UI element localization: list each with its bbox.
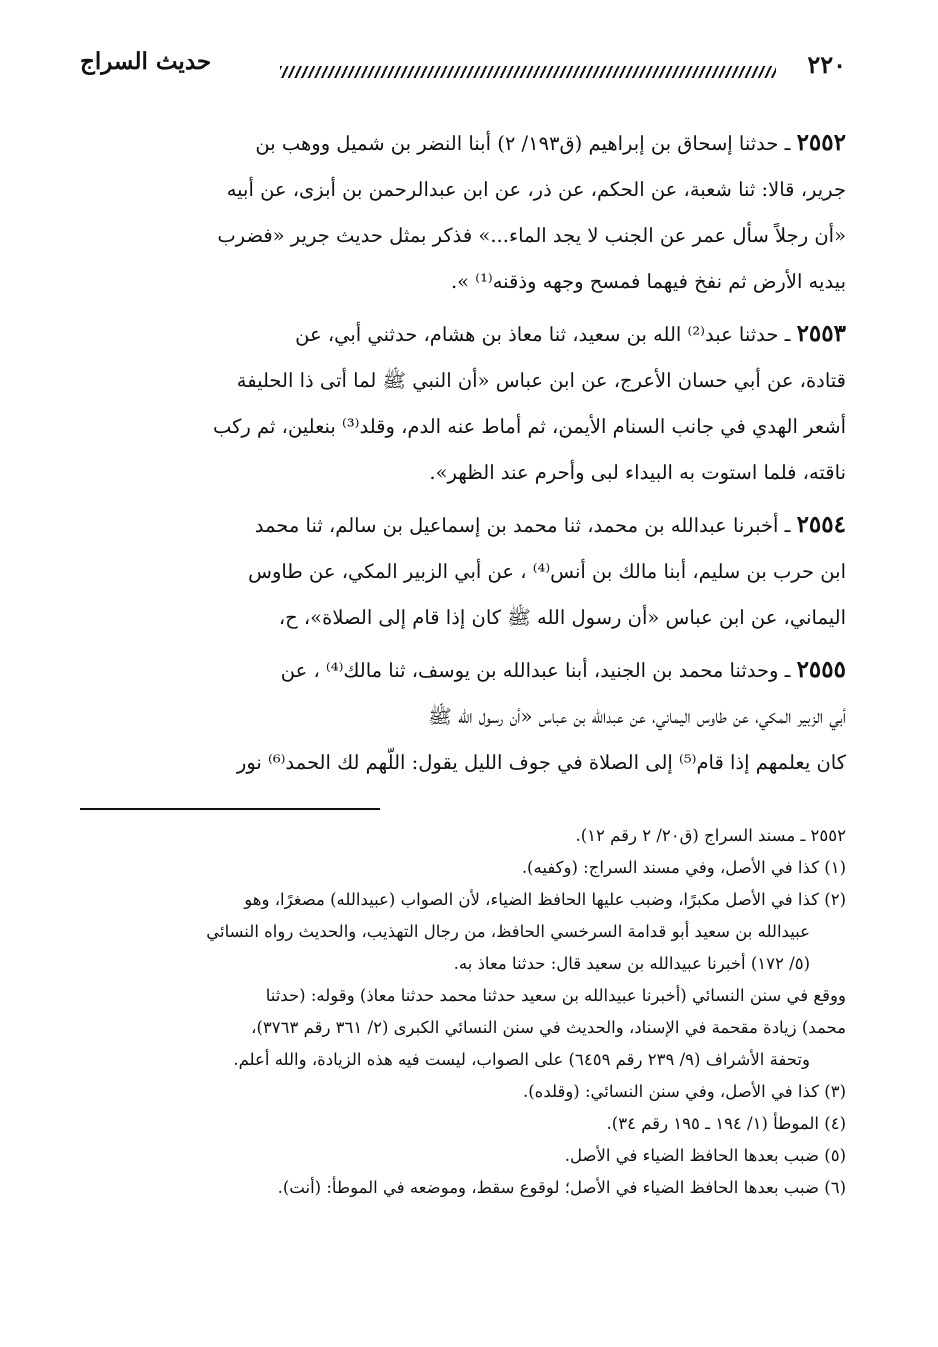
- footnote-line: (٢) كذا في الأصل مكبرًا، وضبب عليها الحافظ الضياء، لأن الصواب (عبيدالله) مصغرًا، وهو: [244, 890, 846, 909]
- hadith-line: [80, 502, 846, 549]
- hadith-text: ـ حدثنا إسحاق بن إبراهيم (ق١٩٣/ ٢) أبنا النضر بن شميل ووهب بن: [255, 132, 791, 155]
- hadith-line: قتادة، عن أبي حسان الأعرج، عن ابن عباس «أن النبي ﷺ لما أتى ذا الحليفة: [236, 369, 846, 392]
- footnote-line: وتحفة الأشراف (٩/ ٢٣٩ رقم ٦٤٥٩) على الصواب، ليست فيه هذه الزيادة، والله أعلم.: [233, 1050, 810, 1069]
- running-title: حديث السراج: [80, 48, 212, 75]
- hadith-line: جرير، قالا: ثنا شعبة، عن الحكم، عن ذر، عن ابن عبدالرحمن بن أبزى، عن أبيه: [226, 178, 846, 201]
- footnote-line: (٦) ضبب بعدها الحافظ الضياء في الأصل؛ لوقوع سقط، وموضعه في الموطأ: (أنت).: [277, 1178, 846, 1197]
- hadith-text: ـ حدثنا عبد⁽²⁾ الله بن سعيد، ثنا معاذ بن هشام، حدثني أبي، عن: [295, 323, 791, 346]
- hadith-entry: [80, 120, 846, 305]
- hadith-entry: [80, 502, 846, 641]
- hadith-line: [80, 120, 846, 167]
- hadith-line: كان يعلمهم إذا قام⁽⁵⁾ إلى الصلاة في جوف الليل يقول: اللّهم لك الحمد⁽⁶⁾ نور: [236, 751, 846, 774]
- hadith-line: ناقته، فلما استوت به البيداء لبى وأحرم عند الظهر».: [429, 461, 846, 484]
- footnote-line: ووقع في سنن النسائي (أخبرنا عبيدالله بن سعيد حدثنا محمد حدثنا معاذ) وقوله: (حدثنا: [265, 986, 846, 1005]
- hadith-number: ٢٥٥٣: [796, 320, 846, 347]
- hadith-line: بيديه الأرض ثم نفخ فيهما فمسح وجهه وذقنه⁽¹⁾ ».: [450, 270, 846, 293]
- hadith-number: ٢٥٥٥: [796, 656, 846, 683]
- footnote-separator: [80, 808, 380, 810]
- footnote-line: (٥) ضبب بعدها الحافظ الضياء في الأصل.: [564, 1146, 846, 1165]
- footnote-line: (٤) الموطأ (١/ ١٩٤ ـ ١٩٥ رقم ٣٤).: [606, 1114, 846, 1133]
- footnote-line: (٣) كذا في الأصل، وفي سنن النسائي: (وقلده).: [523, 1082, 846, 1101]
- hadith-line: ابن حرب بن سليم، أبنا مالك بن أنس⁽⁴⁾ ، عن أبي الزبير المكي، عن طاوس: [248, 560, 846, 583]
- header-rule: [280, 66, 776, 78]
- hadith-line: أبي الزبير المكي، عن طاوس اليماني، عن عبدالله بن عباس «أن رسول الله ﷺ: [428, 705, 846, 728]
- hadith-line: «أن رجلاً سأل عمر عن الجنب لا يجد الماء...» فذكر بمثل حديث جرير «فضرب: [217, 224, 846, 247]
- hadith-number: ٢٥٥٢: [796, 129, 846, 156]
- footnote-line: عبيدالله بن سعيد أبو قدامة السرخسي الحافظ، من رجال التهذيب، والحديث رواه النسائي: [206, 922, 810, 941]
- footnotes: [80, 820, 846, 1204]
- hadith-text: ـ أخبرنا عبدالله بن محمد، ثنا محمد بن إسماعيل بن سالم، ثنا محمد: [254, 514, 791, 537]
- hadith-entry: [80, 647, 846, 786]
- hadith-text: ـ وحدثنا محمد بن الجنيد، أبنا عبدالله بن يوسف، ثنا مالك⁽⁴⁾ ، عن: [280, 659, 791, 682]
- footnote-line: (٥/ ١٧٢) أخبرنا عبيدالله بن سعيد قال: حدثنا معاذ به.: [453, 954, 810, 973]
- hadith-line: [80, 647, 846, 694]
- hadith-line: أشعر الهدي في جانب السنام الأيمن، ثم أماط عنه الدم، وقلد⁽³⁾ بنعلين، ثم ركب: [213, 415, 846, 438]
- footnote-line: ٢٥٥٢ ـ مسند السراج (ق٢٠/ ٢ رقم ١٢).: [575, 826, 846, 845]
- hadith-line: [80, 311, 846, 358]
- page-number: ٢٢٠: [807, 50, 846, 79]
- footnote-line: محمد) زيادة مقحمة في الإسناد، والحديث في سنن النسائي الكبرى (٢/ ٣٦١ رقم ٣٧٦٣)،: [251, 1018, 846, 1037]
- hadith-number: ٢٥٥٤: [796, 511, 846, 538]
- hadith-line: اليماني، عن ابن عباس «أن رسول الله ﷺ كان إذا قام إلى الصلاة»، ح،: [278, 606, 846, 629]
- hadith-entry: [80, 311, 846, 496]
- footnote-line: (١) كذا في الأصل، وفي مسند السراج: (وكفيه).: [521, 858, 846, 877]
- main-text: [80, 120, 846, 792]
- page-header: [80, 48, 846, 92]
